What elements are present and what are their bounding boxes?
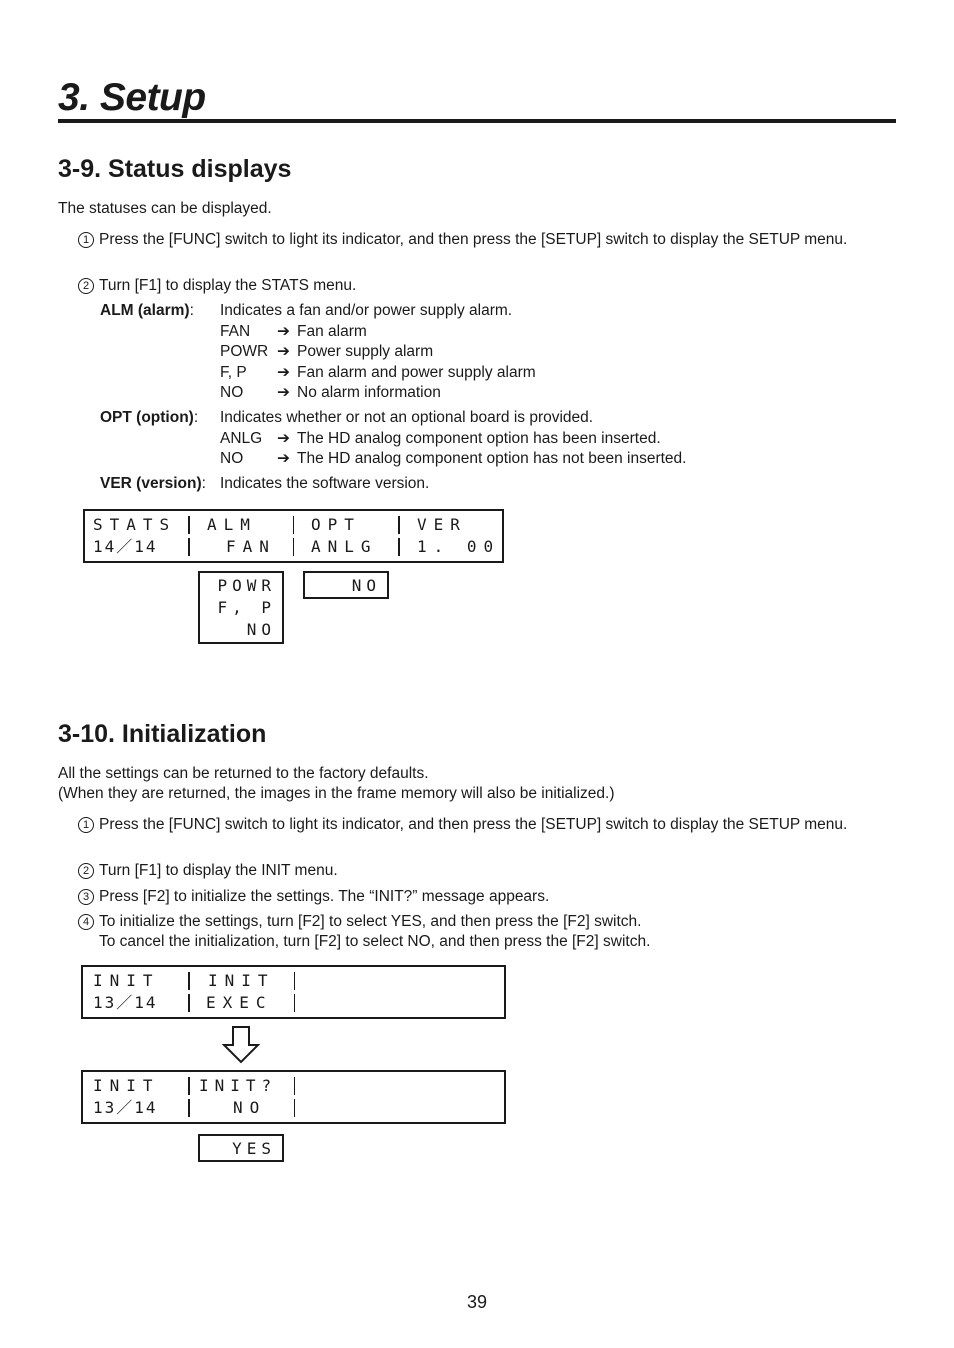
step-number: 2	[78, 863, 94, 879]
init-step-4	[78, 912, 878, 952]
lcd-separator	[188, 994, 190, 1012]
init-confirm-lcd-display	[81, 1070, 506, 1124]
ver-term: VER (version):	[100, 475, 206, 492]
lcd-separator	[188, 1099, 190, 1117]
lcd-cell: OPT	[311, 515, 361, 534]
lcd-separator	[293, 538, 294, 556]
step-text: Press the [FUNC] switch to light its indicator, and then press the [SETUP] switch to display the SETUP menu.	[99, 816, 848, 833]
lcd-cell: NO	[233, 1098, 267, 1117]
lcd-cell: FAN	[226, 537, 276, 556]
arrow-icon: ➔	[277, 322, 290, 340]
opt-desc: Indicates whether or not an optional board is provided.	[220, 409, 594, 426]
lcd-cell: INIT?	[199, 1076, 278, 1095]
lcd-cell: ANLG	[311, 537, 378, 556]
init-lcd-display	[81, 965, 506, 1019]
step-text: Turn [F1] to display the STATS menu.	[99, 277, 357, 294]
alm-term: ALM (alarm):	[100, 302, 194, 319]
arrow-icon: ➔	[277, 343, 290, 360]
arrow-icon: ➔	[277, 363, 290, 381]
init-step-2	[78, 861, 878, 881]
status-section-title: 3-9. Status displays	[58, 155, 292, 183]
lcd-separator	[398, 516, 400, 534]
ver-desc: Indicates the software version.	[220, 475, 430, 492]
step-text: To initialize the settings, turn [F2] to select YES, and then press the [F2] switch.	[99, 913, 642, 930]
status-step-2	[78, 276, 878, 296]
opt-option: NO ➔ The HD analog component option has not been inserted.	[220, 449, 686, 470]
chapter-rule	[58, 119, 896, 123]
lcd-separator	[188, 1077, 190, 1095]
choice-item: POWR	[217, 576, 276, 595]
lcd-separator	[188, 516, 190, 534]
step-number: 2	[78, 278, 94, 294]
init-intro-2: (When they are returned, the images in the frame memory will also be initialized.)	[58, 785, 615, 802]
init-step-1	[78, 815, 878, 835]
opt-option: ANLG ➔ The HD analog component option has been inserted.	[220, 429, 661, 450]
arrow-icon: ➔	[277, 429, 290, 447]
stats-lcd-display	[83, 509, 504, 563]
lcd-separator	[294, 972, 295, 990]
lcd-cell: 14／14	[93, 537, 158, 556]
chapter-title: 3. Setup	[58, 76, 206, 119]
alm-option: F, P ➔ Fan alarm and power supply alarm	[220, 363, 536, 384]
lcd-separator	[294, 1077, 295, 1095]
lcd-separator	[294, 994, 295, 1012]
init-section-title: 3-10. Initialization	[58, 720, 267, 748]
lcd-separator	[188, 972, 190, 990]
alm-option: FAN ➔ Fan alarm	[220, 322, 367, 343]
status-step-1	[78, 230, 878, 250]
choice-item: NO	[246, 620, 276, 639]
alm-option: POWR ➔ Power supply alarm	[220, 342, 433, 363]
choice-item: F, P	[217, 598, 276, 617]
step-number: 1	[78, 232, 94, 248]
step-text: To cancel the initialization, turn [F2] to select NO, and then press the [F2] switch.	[99, 933, 651, 950]
alm-desc: Indicates a fan and/or power supply alarm.	[220, 302, 513, 319]
lcd-separator	[188, 538, 190, 556]
opt-choices-box	[303, 571, 389, 599]
step-number: 4	[78, 914, 94, 930]
arrow-icon: ➔	[277, 450, 290, 467]
alm-choices-box	[198, 571, 284, 644]
lcd-cell: EXEC	[206, 993, 273, 1012]
step-text: Press the [FUNC] switch to light its indicator, and then press the [SETUP] switch to display the SETUP menu.	[99, 231, 848, 248]
step-number: 3	[78, 889, 94, 905]
init-step-3	[78, 887, 878, 907]
alm-option: NO ➔ No alarm information	[220, 383, 441, 404]
lcd-cell: 13／14	[93, 993, 158, 1012]
init-choices-box	[198, 1134, 284, 1162]
lcd-cell: STATS	[93, 515, 177, 534]
lcd-cell: VER	[417, 515, 467, 534]
lcd-separator	[294, 1099, 295, 1117]
arrow-icon: ➔	[277, 384, 290, 401]
lcd-cell: INIT	[93, 971, 160, 990]
step-text: Turn [F1] to display the INIT menu.	[99, 862, 338, 879]
choice-item: YES	[232, 1139, 276, 1158]
arrow-down-icon	[221, 1025, 261, 1065]
lcd-cell: 1. 00	[417, 537, 501, 556]
lcd-separator	[398, 538, 400, 556]
lcd-cell: 13／14	[93, 1098, 158, 1117]
lcd-cell: INIT	[93, 1076, 160, 1095]
status-intro: The statuses can be displayed.	[58, 200, 272, 217]
lcd-cell: ALM	[207, 515, 257, 534]
opt-term: OPT (option):	[100, 409, 199, 426]
page-number: 39	[466, 1292, 488, 1312]
lcd-separator	[293, 516, 294, 534]
choice-item: NO	[351, 576, 381, 595]
step-text: Press [F2] to initialize the settings. The “INIT?” message appears.	[99, 888, 550, 905]
step-number: 1	[78, 817, 94, 833]
init-intro-1: All the settings can be returned to the factory defaults.	[58, 765, 429, 782]
lcd-cell: INIT	[208, 971, 275, 990]
